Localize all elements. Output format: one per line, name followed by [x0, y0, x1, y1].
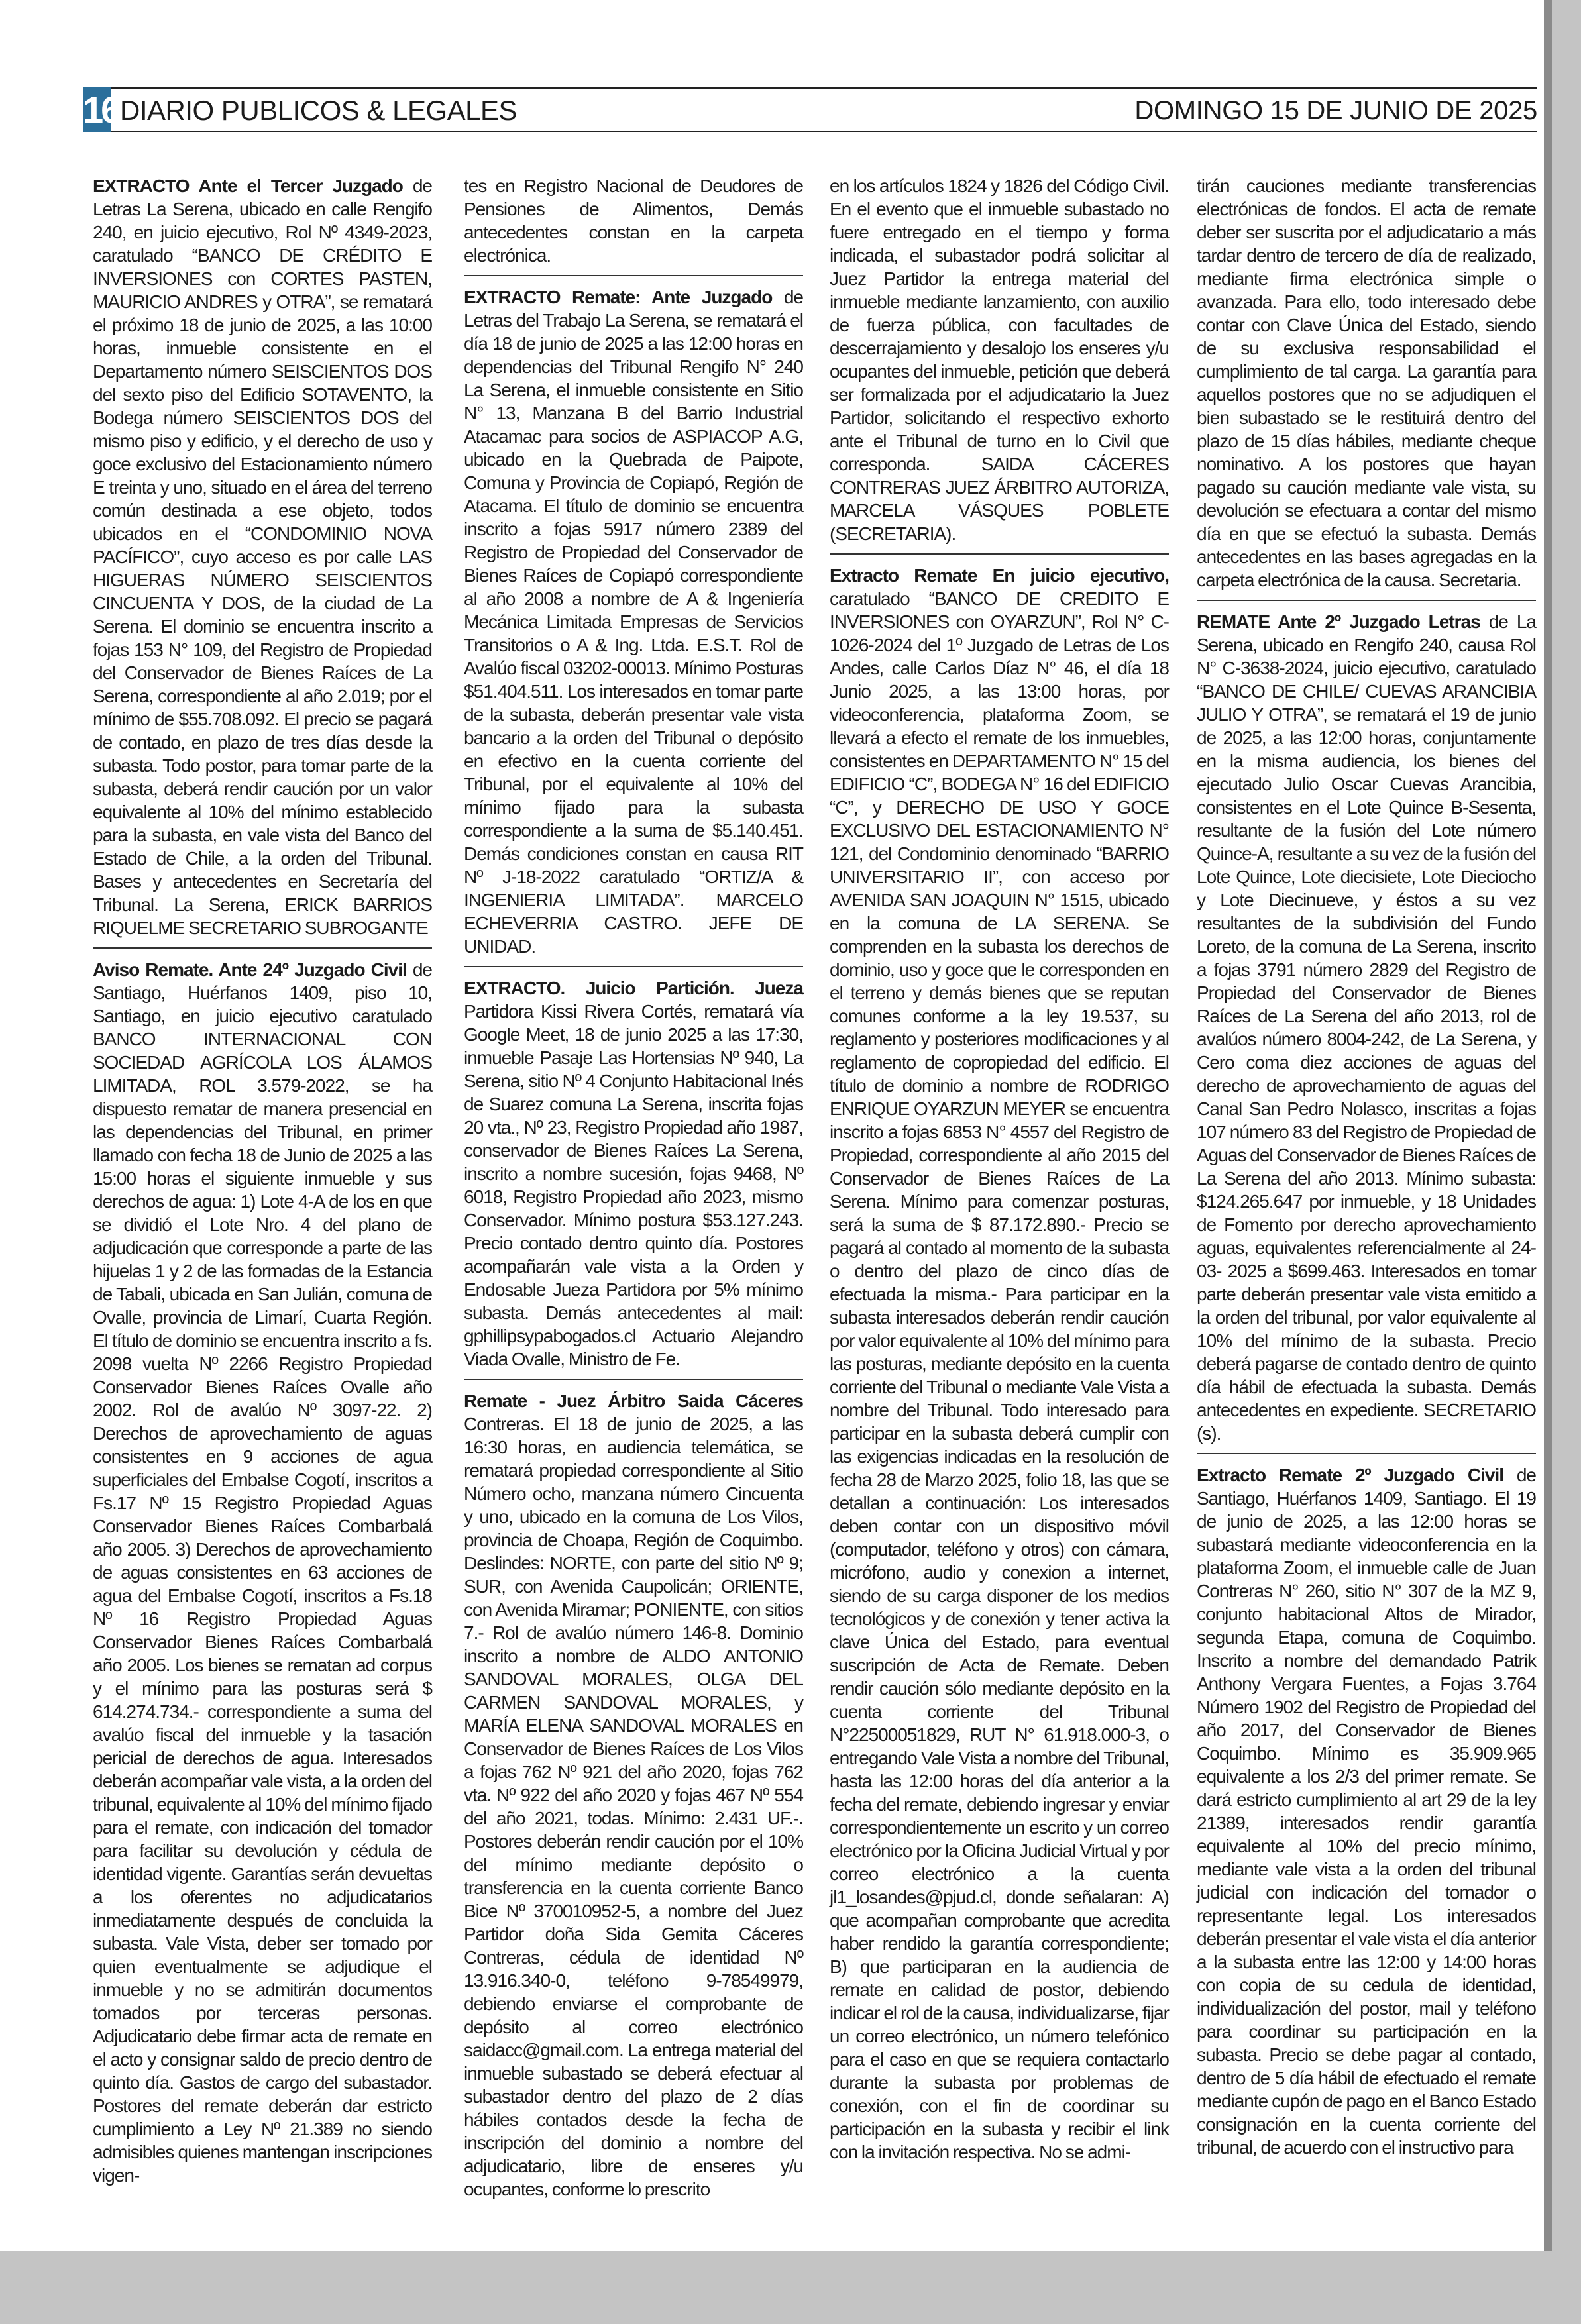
notice-body: Contreras. El 18 de junio de 2025, a las 16:30 horas, en audiencia telemática, se rematará propiedad correspondiente al Sitio Número ocho, manzana número Cincuenta y uno, ubicado en la comuna de Los Vilos, provincia de Choapa, Región de Coquimbo. Deslindes: NORTE, con parte del sitio Nº 9; SUR, con Avenida Caupolicán; ORIENTE, con Avenida Miramar; PONIENTE, con sitios 7.- Rol de avalúo número 146-8. Dominio inscrito a nombre de ALDO ANTONIO SANDOVAL MORALES, OLGA DEL CARMEN SANDOVAL MORALES, y MARÍA ELENA SANDOVAL MORALES en Conservador de Bienes Raíces de Los Vilos a fojas 762 Nº 921 del año 2020, fojas 762 vta. Nº 922 del año 2020 y fojas 467 Nº 554 del año 2021, todas. Mínimo: 2.431 UF.-. Postores deberán rendir caución por el 10% del mínimo mediante depósito o transferencia en la cuenta corriente Banco Bice Nº 370010952-5, a nombre del Juez Partidor doña Sida Gemita Cáceres Contreras, cédula de identidad Nº 13.916.340-0, teléfono 9-78549979, debiendo enviarse el comprobante de depósito al correo electrónico saidacc@gmail.com. La entrega material del inmueble subastado se deberá efectuar al subastador dentro del plazo de 2 días hábiles contados desde la fecha de inscripción del dominio a nombre del adjudicatario, libre de enseres y/u ocupantes, conforme lo prescrito	[464, 1414, 803, 2199]
notice-body: de La Serena, ubicado en Rengifo 240, causa Rol N° C-3638-2024, juicio ejecutivo, caratulado “BANCO DE CHILE/ CUEVAS ARANCIBIA JULIO Y OTRA”, se rematará el 19 de junio de 2025, a las 12:00 horas, conjuntamente en la misma audiencia, los bienes del ejecutado Julio Oscar Cuevas Arancibia, consistentes en el Lote Quince B-Sesenta, resultante de la fusión del Lote número Quince-A, resultante a su vez de la fusión del Lote Quince, Lote diecisiete, Lote Dieciocho y Lote Diecinueve, y éstos a su vez resultantes de la subdivisión del Fundo Loreto, de la comuna de La Serena, inscrito a fojas 3791 número 2829 del Registro de Propiedad del Conservador de Bienes Raíces de La Serena del año 2013, rol de avalúos número 8004-242, de La Serena, y Cero coma diez acciones de aguas del derecho de aprovechamiento de aguas del Canal San Pedro Nolasco, inscritas a fojas 107 número 83 del Registro de Propiedad de Aguas del Conservador de Bienes Raíces de La Serena del año 2013. Mínimo subasta: $124.265.647 por inmueble, y 18 Unidades de Fomento por derecho aprovechamiento aguas, equivalentes referencialmente al 24-03- 2025 a $699.463. Interesados en tomar parte deberán presentar vale vista emitido a la orden del tribunal, por valor equivalente al 10% del mínimo de la subasta. Precio deberá pagarse de contado dentro de quinto día hábil de efectuada la subasta. Demás antecedentes en expediente. SECRETARIO (s).	[1197, 611, 1537, 1444]
column-2	[464, 174, 803, 2201]
column-1	[93, 174, 432, 2187]
page-edge-shadow	[1544, 0, 1552, 2251]
notice-2-continued: tes en Registro Nacional de Deudores de Pensiones de Alimentos, Demás antecedentes constan en la carpeta electrónica.	[464, 176, 803, 266]
notice-2	[93, 958, 432, 2187]
notice-lead: REMATE Ante 2º Juzgado Letras	[1197, 611, 1480, 632]
notice-lead: EXTRACTO. Juicio Partición. Jueza	[464, 978, 803, 998]
notice-3	[464, 286, 803, 958]
issue-date: DOMINGO 15 DE JUNIO DE 2025	[1134, 96, 1537, 125]
column-3	[830, 174, 1169, 2164]
notice-lead: EXTRACTO Ante el Tercer Juzgado	[93, 176, 403, 196]
notice-5	[464, 1389, 803, 2201]
page-header	[83, 87, 1537, 132]
notice-6	[830, 564, 1169, 2164]
notice-4	[464, 977, 803, 1371]
notice-body: de Santiago, Huérfanos 1409, Santiago. El 19 de junio de 2025, a las 12:00 horas se subastará mediante videoconferencia en la plataforma Zoom, el inmueble calle de Juan Contreras N° 260, sitio N° 307 de la MZ 9, conjunto habitacional Altos de Mirador, segunda Etapa, comuna de Coquimbo. Inscrito a nombre del demandado Patrik Anthony Vergara Fuentes, a Fojas 3.764 Número 1902 del Registro de Propiedad del año 2017, del Conservador de Bienes Coquimbo. Mínimo es 35.909.965 equivalente a los 2/3 del primer remate. Se dará estricto cumplimiento al art 29 de la ley 21389, interesados rendir garantía equivalente al 10% del precio mínimo, mediante vale vista a la orden del tribunal judicial con indicación del tomador o representante legal. Los interesados deberán presentar el vale vista el día anterior a la subasta entre las 12:00 y 14:00 horas con copia de su cedula de identidad, individualización del postor, mail y teléfono para coordinar su participación en la subasta. Precio se debe pagar al contado, dentro de 5 día hábil de efectuado el remate mediante cupón de pago en el Banco Estado consignación en la cuenta corriente del tribunal, de acuerdo con el instructivo para	[1197, 1465, 1537, 2158]
notice-lead: Extracto Remate En juicio ejecutivo,	[830, 565, 1169, 586]
notice-7	[1197, 610, 1536, 1445]
divider	[464, 966, 803, 967]
notice-5-continued: en los artículos 1824 y 1826 del Código Civil. En el evento que el inmueble subastado no fuere entregado en el tiempo y forma indicada, el subastador podrá solicitar al Juez Partidor la entrega material del inmueble mediante lanzamiento, con auxilio de fuerza pública, con facultades de descerrajamiento y desalojo los enseres y/u ocupantes del inmueble, petición que deberá ser formalizada por el adjudicatario la Juez Partidor, solicitando el respectivo exhorto ante el Tribunal de turno en lo Civil que corresponda. SAIDA CÁCERES CONTRERAS JUEZ ÁRBITRO AUTORIZA, MARCELA VÁSQUES POBLETE (SECRETARIA).	[830, 176, 1169, 544]
notice-body: caratulado “BANCO DE CREDITO E INVERSIONES con OYARZUN”, Rol N° C-1026-2024 del 1º Juzgado de Letras de Los Andes, calle Carlos Díaz N° 46, el día 18 Junio 2025, a las 13:00 horas, por videoconferencia, plataforma Zoom, se llevará a efecto el remate de los inmuebles, consistentes en DEPARTAMENTO N° 15 del EDIFICIO “C”, BODEGA N° 16 del EDIFICIO “C”, y DERECHO DE USO Y GOCE EXCLUSIVO DEL ESTACIONAMIENTO N° 121, del Condominio denominado “BARRIO UNIVERSITARIO II”, con acceso por AVENIDA SAN JOAQUIN N° 1515, ubicado en la comuna de LA SERENA. Se comprenden en la subasta los derechos de dominio, uso y goce que le corresponden en el terreno y demás bienes que se reputan comunes conforme a la ley 19.537, su reglamento y posteriores modificaciones y al reglamento de copropiedad del edificio. El título de dominio a nombre de RODRIGO ENRIQUE OYARZUN MEYER se encuentra inscrito a fojas 6853 N° 4557 del Registro de Propiedad, correspondiente al año 2015 del Conservador de Bienes Raíces de La Serena. Mínimo para comenzar posturas, será la suma de $ 87.172.890.- Precio se pagará al contado al momento de la subasta o dentro del plazo de cinco días de efectuada la misma.- Para participar en la subasta interesados deberán rendir caución por valor equivalente al 10% del mínimo para las posturas, mediante depósito en la cuenta corriente del Tribunal o mediante Vale Vista a nombre del Tribunal. Todo interesado para participar en la subasta deberá cumplir con las exigencias indicadas en la resolución de fecha 28 de Marzo 2025, folio 18, las que se detallan a continuación: Los interesados deben contar con un dispositivo móvil (computador, teléfono y otros) con cámara, micrófono, audio y conexion a internet, siendo de su carga disponer de los medios tecnológicos y de conexión y tener activa la clave Única del Estado, para eventual suscripción de Acta de Remate. Deben rendir caución sólo mediante depósito en la cuenta corriente del Tribunal N°22500051829, RUT N° 61.918.000-3, o entregando Vale Vista a nombre del Tribunal, hasta las 12:00 horas del día anterior a la fecha del remate, debiendo ingresar y enviar correspondientemente un escrito y un correo electrónico por la Oficina Judicial Virtual y por correo electrónico a la cuenta jl1_losandes@pjud.cl, donde señalaran: A) que acompañan comprobante que acredita haber rendido la garantía correspondiente; B) que participaran en la audiencia de remate en calidad de postor, debiendo indicar el rol de la causa, individualizarse, fijar un correo electrónico, un número telefónico para el caso en que se requiera contactarlo durante la subasta por problemas de conexión, con el fin de coordinar su participación en la subasta y recibir el link con la invitación respectiva. No se admi-	[830, 588, 1169, 2162]
notice-body: de Santiago, Huérfanos 1409, piso 10, Santiago, en juicio ejecutivo caratulado BANCO INTERNACIONAL CON SOCIEDAD AGRÍCOLA LOS ÁLAMOS LIMITADA, ROL 3.579-2022, se ha dispuesto rematar de manera presencial en las dependencias del Tribunal, en primer llamado con fecha 18 de Junio de 2025 a las 15:00 horas el siguiente inmueble y sus derechos de agua: 1) Lote 4-A de los en que se dividió el Lote Nro. 4 del plano de adjudicación que corresponde a parte de las hijuelas 1 y 2 de las formadas de la Estancia de Tabali, ubicada en San Julián, comuna de Ovalle, provincia de Limarí, Cuarta Región. El título de dominio se encuentra inscrito a fs. 2098 vuelta Nº 2266 Registro Propiedad Conservador Bienes Raíces Ovalle año 2002. Rol de avalúo Nº 3097-22. 2) Derechos de aprovechamiento de aguas consistentes en 9 acciones de agua superficiales del Embalse Cogotí, inscritos a Fs.17 Nº 15 Registro Propiedad Aguas Conservador Bienes Raíces Combarbalá año 2005. 3) Derechos de aprovechamiento de aguas consistentes en 63 acciones de agua del Embalse Cogotí, inscritos a Fs.18 Nº 16 Registro Propiedad Aguas Conservador Bienes Raíces Combarbalá año 2005. Los bienes se rematan ad corpus y el mínimo para las posturas será $ 614.274.734.- correspondiente a suma del avalúo fiscal del inmueble y la tasación pericial de derechos de agua. Interesados deberán acompañar vale vista, a la orden del tribunal, equivalente al 10% del mínimo fijado para el remate, con indicación del tomador para facilitar su devolución y cédula de identidad vigente. Garantías serán devueltas a los oferentes no adjudicatarios inmediatamente después de concluida la subasta. Vale Vista, deber ser tomado por quien eventualmente se adjudique el inmueble y no se admitirán documentos tomados por terceras personas. Adjudicatario debe firmar acta de remate en el acto y consignar saldo de precio dentro de quinto día. Gastos de cargo del subastador. Postores del remate deberán dar estricto cumplimiento a Ley Nº 21.389 no siendo admisibles quienes mantengan inscripciones vigen-	[93, 959, 432, 2186]
notice-body: de Letras del Trabajo La Serena, se rematará el día 18 de junio de 2025 a las 12:00 horas en dependencias del Tribunal Rengifo N° 240 La Serena, el inmueble consistente en Sitio N° 13, Manzana B del Barrio Industrial Atacamac para socios de ASPIACOP A.G, ubicado en la Quebrada de Paipote, Comuna y Provincia de Copiapó, Región de Atacama. El título de dominio se encuentra inscrito a fojas 5917 número 2389 del Registro de Propiedad del Conservador de Bienes Raíces de Copiapó correspondiente al año 2008 a nombre de A & Ingeniería Mecánica Limitada Empresas de Servicios Transitorios o A & Ing. Ltda. E.S.T. Rol de Avalúo fiscal 03202-00013. Mínimo Posturas $51.404.511. Los interesados en tomar parte de la subasta, deberán presentar vale vista bancario a la orden del Tribunal o depósito en efectivo en la cuenta corriente del Tribunal, por el equivalente al 10% del mínimo fijado para la subasta correspondiente a la suma de $5.140.451. Demás condiciones constan en causa RIT Nº J-18-2022 caratulado “ORTIZ/A & INGENIERIA LIMITADA”. MARCELO ECHEVERRIA CASTRO. JEFE DE UNIDAD.	[464, 287, 803, 957]
divider	[464, 1379, 803, 1380]
page-number: 16	[83, 87, 111, 132]
divider	[830, 553, 1169, 555]
notice-body: Partidora Kissi Rivera Cortés, rematará vía Google Meet, 18 de junio 2025 a las 17:30, inmueble Pasaje Las Hortensias Nº 940, La Serena, sitio Nº 4 Conjunto Habitacional Inés de Suarez comuna La Serena, inscrita fojas 20 vta., Nº 23, Registro Propiedad año 1987, conservador de Bienes Raíces La Serena, inscrito a nombre sucesión, fojas 9468, Nº 6018, Registro Propiedad año 2023, mismo Conservador. Mínimo postura $53.127.243. Precio contado dentro quinto día. Postores acompañarán vale vista a la Orden y Endosable Jueza Partidora por 5% mínimo subasta. Demás antecedentes al mail: gphillipsypabogados.cl Actuario Alejandro Viada Ovalle, Ministro de Fe.	[464, 1001, 803, 1369]
column-4	[1197, 174, 1536, 2159]
divider	[93, 947, 432, 949]
notice-6-continued: tirán cauciones mediante transferencias electrónicas de fondos. El acta de remate deber ser suscrita por el adjudicatario a más tardar dentro de tercero de día de realizado, mediante firma electrónica simple o avanzada. Para ello, todo interesado debe contar con Clave Única del Estado, siendo de su exclusiva responsabilidad el cumplimiento de tal carga. La garantía para aquellos postores que no se adjudiquen el bien subastado se le restituirá dentro del plazo de 15 días hábiles, mediante cheque nominativo. A los postores que hayan pagado su caución mediante vale vista, su devolución se efectuara a contar del mismo día en que se efectuó la subasta. Demás antecedentes en las bases agregadas en la carpeta electrónica de la causa. Secretaria.	[1197, 176, 1536, 590]
divider	[464, 275, 803, 276]
publication-title: DIARIO PUBLICOS & LEGALES	[120, 95, 518, 126]
notice-lead: Extracto Remate 2º Juzgado Civil	[1197, 1465, 1504, 1485]
notice-lead: Remate - Juez Árbitro Saida Cáceres	[464, 1391, 803, 1411]
notice-1	[93, 174, 432, 939]
notice-lead: EXTRACTO Remate: Ante Juzgado	[464, 287, 773, 307]
divider	[1197, 1453, 1536, 1454]
divider	[1197, 600, 1536, 601]
notice-body: de Letras La Serena, ubicado en calle Rengifo 240, en juicio ejecutivo, Rol Nº 4349-2023, caratulado “BANCO DE CRÉDITO E INVERSIONES con CORTES PASTEN, MAURICIO ANDRES y OTRA”, se rematará el próximo 18 de junio de 2025, a las 10:00 horas, inmueble consistente en el Departamento número SEISCIENTOS DOS del sexto piso del Edificio SOTAVENTO, la Bodega número SEISCIENTOS DOS del mismo piso y edificio, y el derecho de uso y goce exclusivo del Estacionamiento número E treinta y uno, situado en el área del terreno común destinada a ese objeto, todos ubicados en el “CONDOMINIO NOVA PACÍFICO”, cuyo acceso es por calle LAS HIGUERAS NÚMERO SEISCIENTOS CINCUENTA Y DOS, de la ciudad de La Serena. El dominio se encuentra inscrito a fojas 153 N° 109, del Registro de Propiedad del Conservador de Bienes Raíces de La Serena, correspondiente al año 2.019; por el mínimo de $55.708.092. El precio se pagará de contado, en plazo de tres días desde la subasta. Todo postor, para tomar parte de la subasta, deberá rendir caución por un valor equivalente al 10% del mínimo establecido para la subasta, en vale vista del Banco del Estado de Chile, a la orden del Tribunal. Bases y antecedentes en Secretaría del Tribunal. La Serena, ERICK BARRIOS RIQUELME SECRETARIO SUBROGANTE	[93, 176, 432, 938]
notice-8	[1197, 1463, 1536, 2159]
notice-lead: Aviso Remate. Ante 24º Juzgado Civil	[93, 959, 407, 980]
